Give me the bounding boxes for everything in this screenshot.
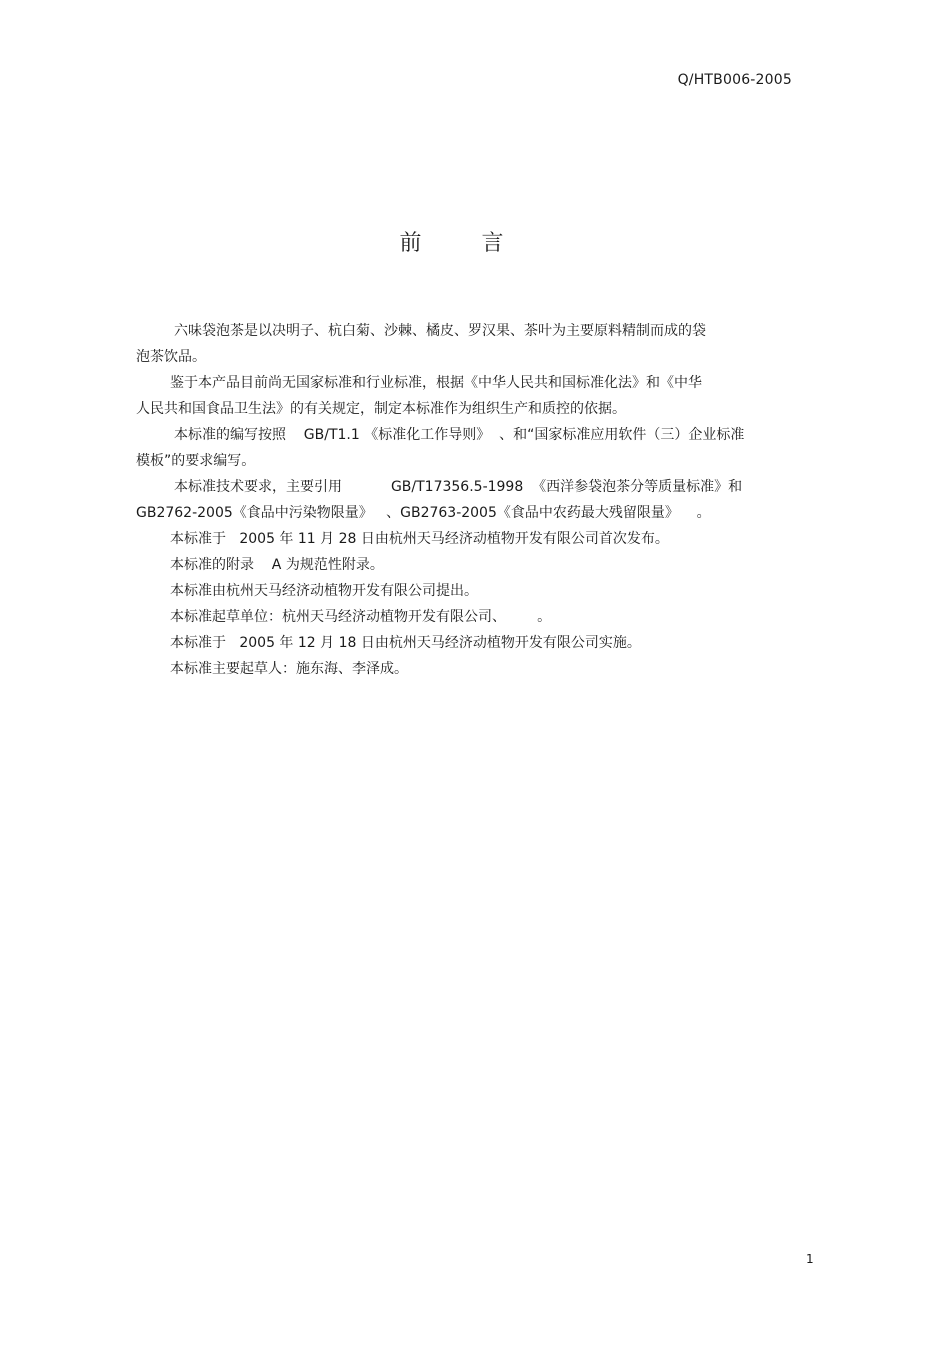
text-line: 本标准于 2005 年 12 月 18 日由杭州天马经济动植物开发有限公司实施。 xyxy=(170,635,641,651)
text-line: 本标准于 2005 年 11 月 28 日由杭州天马经济动植物开发有限公司首次发布。 xyxy=(170,531,669,547)
body-text xyxy=(136,318,796,682)
paragraph-appendix xyxy=(136,552,796,578)
text-line: 本标准起草单位：杭州天马经济动植物开发有限公司、 。 xyxy=(170,609,552,625)
paragraph-basis xyxy=(136,370,796,422)
text-line: GB2762-2005《食品中污染物限量》 、GB2763-2005《食品中农药最大残留限量》 。 xyxy=(136,505,711,521)
text-line: 人民共和国食品卫生法》的有关规定，制定本标准作为组织生产和质控的依据。 xyxy=(136,401,626,417)
page-number: 1 xyxy=(806,1252,814,1266)
paragraph-references xyxy=(136,474,796,526)
text-line: 本标准技术要求，主要引用 GB/T17356.5-1998 《西洋参袋泡茶分等质量标准》和 xyxy=(174,479,743,495)
text-line: 模板”的要求编写。 xyxy=(136,453,256,469)
text-line: 本标准主要起草人：施东海、李泽成。 xyxy=(170,661,408,677)
paragraph-proposer xyxy=(136,578,796,604)
paragraph-intro xyxy=(136,318,796,370)
text-line: 本标准的编写按照 GB/T1.1 《标准化工作导则》 、和“国家标准应用软件（三）企业标准 xyxy=(174,427,745,443)
standard-code: Q/HTB006-2005 xyxy=(677,72,792,88)
text-line: 鉴于本产品目前尚无国家标准和行业标准，根据《中华人民共和国标准化法》和《中华 xyxy=(170,375,702,391)
paragraph-release-date xyxy=(136,526,796,552)
paragraph-drafters xyxy=(136,656,796,682)
paragraph-drafting-unit xyxy=(136,604,796,630)
paragraph-drafting-rules xyxy=(136,422,796,474)
text-line: 本标准由杭州天马经济动植物开发有限公司提出。 xyxy=(170,583,478,599)
text-line: 本标准的附录 A 为规范性附录。 xyxy=(170,557,384,573)
text-line: 泡茶饮品。 xyxy=(136,349,206,365)
text-line: 六味袋泡茶是以决明子、杭白菊、沙棘、橘皮、罗汉果、茶叶为主要原料精制而成的袋 xyxy=(174,323,706,339)
page-title: 前言 xyxy=(399,231,564,256)
paragraph-implementation-date xyxy=(136,630,796,656)
